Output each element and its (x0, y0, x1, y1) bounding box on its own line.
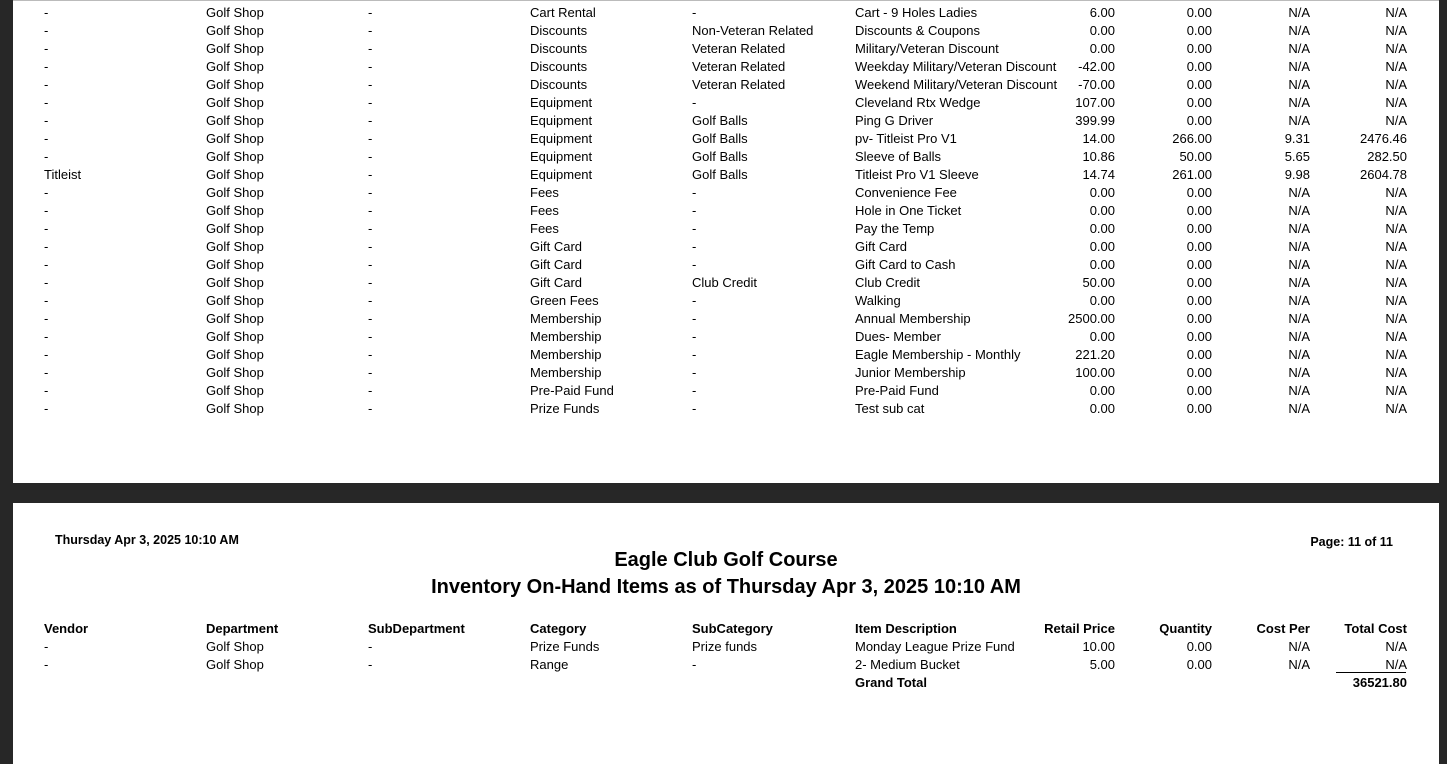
cell-category: Discounts (530, 41, 588, 56)
cell-department: Golf Shop (206, 257, 264, 272)
cell-department: Golf Shop (206, 365, 264, 380)
cell-retail-price: -70.00 (1078, 77, 1115, 92)
cell-retail-price: 10.00 (1082, 639, 1115, 654)
cell-retail-price: 14.00 (1082, 131, 1115, 146)
cell-subcategory: - (692, 257, 697, 272)
report-page-11 (13, 503, 1439, 764)
grand-total-row (13, 674, 1439, 692)
cell-cost-per: N/A (1288, 203, 1310, 218)
table-row (13, 382, 1439, 400)
cell-item-description: Eagle Membership - Monthly (855, 347, 1021, 362)
header-cost-per: Cost Per (1256, 621, 1310, 636)
report-page-10 (13, 0, 1439, 483)
cell-department: Golf Shop (206, 275, 264, 290)
cell-department: Golf Shop (206, 221, 264, 236)
cell-total-cost: N/A (1385, 365, 1407, 380)
cell-vendor: - (44, 203, 49, 218)
cell-total-cost: 282.50 (1367, 149, 1407, 164)
cell-cost-per: 9.98 (1284, 167, 1310, 182)
cell-cost-per: N/A (1288, 59, 1310, 74)
cell-category: Gift Card (530, 275, 583, 290)
cell-total-cost: N/A (1385, 203, 1407, 218)
cell-department: Golf Shop (206, 5, 264, 20)
cell-quantity: 0.00 (1186, 203, 1212, 218)
cell-item-description: Club Credit (855, 275, 921, 290)
cell-subdepartment: - (368, 23, 373, 38)
cell-vendor: - (44, 221, 49, 236)
cell-cost-per: 5.65 (1284, 149, 1310, 164)
cell-quantity: 0.00 (1186, 293, 1212, 308)
cell-department: Golf Shop (206, 167, 264, 182)
cell-subcategory: Golf Balls (692, 149, 748, 164)
cell-category: Fees (530, 203, 559, 218)
cell-total-cost: N/A (1385, 59, 1407, 74)
table-row (13, 4, 1439, 22)
cell-quantity: 0.00 (1186, 257, 1212, 272)
cell-subcategory: - (692, 293, 697, 308)
cell-total-cost: N/A (1385, 41, 1407, 56)
cell-subcategory: - (692, 185, 697, 200)
cell-vendor: - (44, 77, 49, 92)
cell-item-description: Walking (855, 293, 901, 308)
cell-department: Golf Shop (206, 41, 264, 56)
cell-category: Discounts (530, 59, 588, 74)
cell-total-cost: N/A (1385, 656, 1407, 672)
cell-vendor: Titleist (44, 167, 82, 182)
table-row (13, 638, 1439, 656)
cell-retail-price: 107.00 (1075, 95, 1115, 110)
cell-total-cost: N/A (1385, 275, 1407, 290)
cell-item-description: Pre-Paid Fund (855, 383, 939, 398)
cell-vendor: - (44, 239, 49, 254)
cell-subcategory: - (692, 239, 697, 254)
cell-total-cost: N/A (1385, 257, 1407, 272)
table-row (13, 202, 1439, 220)
cell-department: Golf Shop (206, 149, 264, 164)
cell-subdepartment: - (368, 41, 373, 56)
cell-total-cost: N/A (1385, 383, 1407, 398)
cell-subdepartment: - (368, 113, 373, 128)
table-row (13, 400, 1439, 418)
report-title: Eagle Club Golf Course (614, 549, 838, 571)
cell-subdepartment: - (368, 329, 373, 344)
cell-subdepartment: - (368, 77, 373, 92)
cell-vendor: - (44, 59, 49, 74)
cell-quantity: 0.00 (1186, 383, 1212, 398)
cell-subdepartment: - (368, 656, 373, 672)
cell-vendor: - (44, 639, 49, 654)
cell-quantity: 0.00 (1186, 95, 1212, 110)
cell-total-cost: N/A (1385, 311, 1407, 326)
cell-item-description: Monday League Prize Fund (855, 639, 1015, 654)
cell-retail-price: 0.00 (1089, 221, 1115, 236)
cell-vendor: - (44, 347, 49, 362)
cell-item-description: Dues- Member (855, 329, 941, 344)
header-subcategory: SubCategory (692, 621, 773, 636)
cell-subdepartment: - (368, 185, 373, 200)
cell-quantity: 0.00 (1186, 347, 1212, 362)
cell-item-description: Weekend Military/Veteran Discount (855, 77, 1058, 92)
cell-category: Equipment (530, 95, 593, 110)
cell-cost-per: N/A (1288, 95, 1310, 110)
table-row (13, 58, 1439, 76)
cell-category: Equipment (530, 131, 593, 146)
cell-total-cost: N/A (1385, 221, 1407, 236)
header-category: Category (530, 621, 587, 636)
cell-retail-price: 50.00 (1082, 275, 1115, 290)
cell-subdepartment: - (368, 639, 373, 654)
cell-quantity: 0.00 (1186, 59, 1212, 74)
cell-retail-price: 0.00 (1089, 41, 1115, 56)
cell-department: Golf Shop (206, 239, 264, 254)
cell-retail-price: 0.00 (1089, 401, 1115, 416)
cell-cost-per: N/A (1288, 347, 1310, 362)
cell-category: Discounts (530, 77, 588, 92)
cell-item-description: 2- Medium Bucket (855, 656, 960, 672)
cell-department: Golf Shop (206, 383, 264, 398)
cell-cost-per: 9.31 (1284, 131, 1310, 146)
cell-total-cost: N/A (1385, 293, 1407, 308)
cell-subdepartment: - (368, 293, 373, 308)
cell-subdepartment: - (368, 257, 373, 272)
cell-retail-price: 0.00 (1089, 203, 1115, 218)
cell-total-cost: N/A (1385, 95, 1407, 110)
cell-subdepartment: - (368, 95, 373, 110)
cell-category: Cart Rental (530, 5, 596, 20)
cell-item-description: Gift Card to Cash (855, 257, 956, 272)
header-department: Department (206, 621, 279, 636)
cell-total-cost: N/A (1385, 639, 1407, 654)
cell-subcategory: Non-Veteran Related (692, 23, 814, 38)
cell-department: Golf Shop (206, 347, 264, 362)
cell-department: Golf Shop (206, 23, 264, 38)
cell-vendor: - (44, 329, 49, 344)
table-row (13, 220, 1439, 238)
cell-quantity: 0.00 (1186, 77, 1212, 92)
cell-subcategory: - (692, 383, 697, 398)
cell-subdepartment: - (368, 203, 373, 218)
cell-total-cost: N/A (1385, 113, 1407, 128)
cell-vendor: - (44, 5, 49, 20)
cell-cost-per: N/A (1288, 221, 1310, 236)
cell-subcategory: Veteran Related (692, 41, 786, 56)
cell-subdepartment: - (368, 5, 373, 20)
cell-vendor: - (44, 275, 49, 290)
cell-category: Membership (530, 347, 602, 362)
cell-item-description: Weekday Military/Veteran Discount (855, 59, 1057, 74)
cell-cost-per: N/A (1288, 113, 1310, 128)
cell-subcategory: Prize funds (692, 639, 758, 654)
cell-quantity: 0.00 (1186, 113, 1212, 128)
cell-cost-per: N/A (1288, 311, 1310, 326)
cell-category: Membership (530, 365, 602, 380)
table-row (13, 364, 1439, 382)
cell-vendor: - (44, 95, 49, 110)
cell-cost-per: N/A (1288, 293, 1310, 308)
cell-quantity: 0.00 (1186, 656, 1212, 672)
cell-subdepartment: - (368, 275, 373, 290)
cell-department: Golf Shop (206, 656, 264, 672)
cell-category: Equipment (530, 149, 593, 164)
cell-total-cost: 2476.46 (1360, 131, 1407, 146)
cell-cost-per: N/A (1288, 639, 1310, 654)
header-item-description: Item Description (855, 621, 957, 636)
cell-retail-price: -42.00 (1078, 59, 1115, 74)
total-rule (1336, 672, 1406, 673)
table-row (13, 310, 1439, 328)
cell-item-description: Cleveland Rtx Wedge (855, 95, 981, 110)
table-row (13, 94, 1439, 112)
cell-vendor: - (44, 383, 49, 398)
cell-category: Gift Card (530, 257, 583, 272)
cell-retail-price: 0.00 (1089, 185, 1115, 200)
cell-retail-price: 14.74 (1082, 167, 1115, 182)
cell-quantity: 0.00 (1186, 329, 1212, 344)
cell-cost-per: N/A (1288, 185, 1310, 200)
cell-retail-price: 0.00 (1089, 257, 1115, 272)
cell-department: Golf Shop (206, 401, 264, 416)
cell-total-cost: N/A (1385, 77, 1407, 92)
cell-vendor: - (44, 257, 49, 272)
cell-quantity: 0.00 (1186, 639, 1212, 654)
header-retail-price: Retail Price (1044, 621, 1115, 636)
cell-subcategory: - (692, 365, 697, 380)
cell-subdepartment: - (368, 149, 373, 164)
report-date: Thursday Apr 3, 2025 10:10 AM (55, 533, 239, 547)
cell-subcategory: Veteran Related (692, 77, 786, 92)
cell-quantity: 0.00 (1186, 401, 1212, 416)
cell-item-description: Test sub cat (855, 401, 925, 416)
cell-subcategory: - (692, 347, 697, 362)
cell-category: Membership (530, 311, 602, 326)
cell-category: Fees (530, 185, 559, 200)
cell-quantity: 0.00 (1186, 23, 1212, 38)
cell-subdepartment: - (368, 239, 373, 254)
cell-item-description: pv- Titleist Pro V1 (855, 131, 957, 146)
cell-vendor: - (44, 656, 49, 672)
cell-retail-price: 0.00 (1089, 293, 1115, 308)
cell-subcategory: Golf Balls (692, 131, 748, 146)
cell-quantity: 50.00 (1179, 149, 1212, 164)
grand-total-value: 36521.80 (1352, 675, 1407, 690)
cell-retail-price: 100.00 (1075, 365, 1115, 380)
cell-quantity: 0.00 (1186, 221, 1212, 236)
cell-subcategory: Club Credit (692, 275, 758, 290)
cell-item-description: Sleeve of Balls (855, 149, 941, 164)
cell-department: Golf Shop (206, 293, 264, 308)
cell-subcategory: - (692, 329, 697, 344)
cell-subcategory: - (692, 311, 697, 326)
page-edge (13, 0, 1439, 1)
cell-item-description: Convenience Fee (855, 185, 957, 200)
cell-retail-price: 221.20 (1075, 347, 1115, 362)
cell-total-cost: N/A (1385, 239, 1407, 254)
cell-total-cost: 2604.78 (1360, 167, 1407, 182)
cell-subcategory: - (692, 401, 697, 416)
cell-item-description: Gift Card (855, 239, 908, 254)
table-row (13, 346, 1439, 364)
cell-cost-per: N/A (1288, 239, 1310, 254)
cell-cost-per: N/A (1288, 401, 1310, 416)
cell-quantity: 0.00 (1186, 275, 1212, 290)
page-number: Page: 11 of 11 (1310, 535, 1393, 549)
cell-total-cost: N/A (1385, 5, 1407, 20)
cell-retail-price: 0.00 (1089, 329, 1115, 344)
cell-item-description: Discounts & Coupons (855, 23, 981, 38)
cell-cost-per: N/A (1288, 77, 1310, 92)
cell-subcategory: - (692, 221, 697, 236)
cell-department: Golf Shop (206, 311, 264, 326)
header-vendor: Vendor (44, 621, 89, 636)
cell-vendor: - (44, 365, 49, 380)
cell-retail-price: 0.00 (1089, 383, 1115, 398)
cell-quantity: 0.00 (1186, 239, 1212, 254)
cell-category: Equipment (530, 113, 593, 128)
table-row (13, 40, 1439, 58)
cell-retail-price: 0.00 (1089, 239, 1115, 254)
cell-vendor: - (44, 41, 49, 56)
cell-subcategory: Golf Balls (692, 167, 748, 182)
cell-subcategory: Veteran Related (692, 59, 786, 74)
cell-cost-per: N/A (1288, 41, 1310, 56)
cell-cost-per: N/A (1288, 257, 1310, 272)
cell-item-description: Junior Membership (855, 365, 966, 380)
cell-department: Golf Shop (206, 329, 264, 344)
cell-quantity: 0.00 (1186, 311, 1212, 326)
table-row (13, 292, 1439, 310)
cell-vendor: - (44, 131, 49, 146)
cell-cost-per: N/A (1288, 5, 1310, 20)
cell-category: Equipment (530, 167, 593, 182)
cell-quantity: 0.00 (1186, 365, 1212, 380)
header-subdepartment: SubDepartment (368, 621, 465, 636)
cell-item-description: Military/Veteran Discount (855, 41, 999, 56)
cell-subdepartment: - (368, 221, 373, 236)
cell-item-description: Annual Membership (855, 311, 971, 326)
cell-subdepartment: - (368, 131, 373, 146)
cell-item-description: Cart - 9 Holes Ladies (855, 5, 978, 20)
cell-subdepartment: - (368, 347, 373, 362)
table-header-row (13, 620, 1439, 638)
cell-department: Golf Shop (206, 113, 264, 128)
cell-vendor: - (44, 149, 49, 164)
cell-category: Discounts (530, 23, 588, 38)
cell-category: Pre-Paid Fund (530, 383, 614, 398)
cell-quantity: 0.00 (1186, 185, 1212, 200)
cell-department: Golf Shop (206, 59, 264, 74)
table-row (13, 22, 1439, 40)
cell-retail-price: 10.86 (1082, 149, 1115, 164)
cell-category: Prize Funds (530, 401, 600, 416)
cell-subdepartment: - (368, 365, 373, 380)
cell-subdepartment: - (368, 383, 373, 398)
cell-subcategory: - (692, 95, 697, 110)
table-row (13, 166, 1439, 184)
cell-total-cost: N/A (1385, 401, 1407, 416)
cell-item-description: Ping G Driver (855, 113, 934, 128)
cell-vendor: - (44, 293, 49, 308)
cell-cost-per: N/A (1288, 275, 1310, 290)
cell-item-description: Hole in One Ticket (855, 203, 962, 218)
cell-total-cost: N/A (1385, 347, 1407, 362)
cell-vendor: - (44, 23, 49, 38)
cell-retail-price: 5.00 (1089, 656, 1115, 672)
cell-retail-price: 6.00 (1089, 5, 1115, 20)
cell-total-cost: N/A (1385, 329, 1407, 344)
table-row (13, 656, 1439, 674)
cell-quantity: 0.00 (1186, 41, 1212, 56)
cell-department: Golf Shop (206, 639, 264, 654)
cell-vendor: - (44, 185, 49, 200)
report-subtitle: Inventory On-Hand Items as of Thursday Apr 3, 2025 10:10 AM (431, 576, 1021, 598)
cell-subcategory: - (692, 5, 697, 20)
cell-item-description: Titleist Pro V1 Sleeve (855, 167, 979, 182)
cell-subcategory: - (692, 203, 697, 218)
cell-quantity: 0.00 (1186, 5, 1212, 20)
cell-category: Green Fees (530, 293, 599, 308)
cell-department: Golf Shop (206, 203, 264, 218)
cell-department: Golf Shop (206, 131, 264, 146)
cell-quantity: 261.00 (1172, 167, 1212, 182)
cell-quantity: 266.00 (1172, 131, 1212, 146)
cell-category: Fees (530, 221, 559, 236)
cell-subdepartment: - (368, 59, 373, 74)
cell-cost-per: N/A (1288, 365, 1310, 380)
cell-vendor: - (44, 113, 49, 128)
cell-department: Golf Shop (206, 95, 264, 110)
cell-cost-per: N/A (1288, 656, 1310, 672)
table-row (13, 238, 1439, 256)
cell-retail-price: 0.00 (1089, 23, 1115, 38)
cell-retail-price: 399.99 (1075, 113, 1115, 128)
cell-item-description: Pay the Temp (855, 221, 935, 236)
cell-subcategory: Golf Balls (692, 113, 748, 128)
cell-cost-per: N/A (1288, 329, 1310, 344)
cell-subdepartment: - (368, 167, 373, 182)
cell-department: Golf Shop (206, 77, 264, 92)
cell-retail-price: 2500.00 (1068, 311, 1115, 326)
cell-vendor: - (44, 401, 49, 416)
cell-cost-per: N/A (1288, 383, 1310, 398)
header-total-cost: Total Cost (1344, 621, 1407, 636)
table-row (13, 256, 1439, 274)
cell-total-cost: N/A (1385, 185, 1407, 200)
header-quantity: Quantity (1159, 621, 1212, 636)
table-row (13, 328, 1439, 346)
table-row (13, 184, 1439, 202)
cell-subdepartment: - (368, 401, 373, 416)
table-row (13, 274, 1439, 292)
cell-category: Prize Funds (530, 639, 600, 654)
cell-category: Range (530, 656, 569, 672)
cell-category: Membership (530, 329, 602, 344)
table-row (13, 112, 1439, 130)
grand-total-label: Grand Total (855, 675, 927, 690)
cell-vendor: - (44, 311, 49, 326)
table-row (13, 76, 1439, 94)
cell-subcategory: - (692, 656, 697, 672)
cell-department: Golf Shop (206, 185, 264, 200)
cell-subdepartment: - (368, 311, 373, 326)
cell-total-cost: N/A (1385, 23, 1407, 38)
cell-category: Gift Card (530, 239, 583, 254)
cell-cost-per: N/A (1288, 23, 1310, 38)
table-row (13, 130, 1439, 148)
table-row (13, 148, 1439, 166)
